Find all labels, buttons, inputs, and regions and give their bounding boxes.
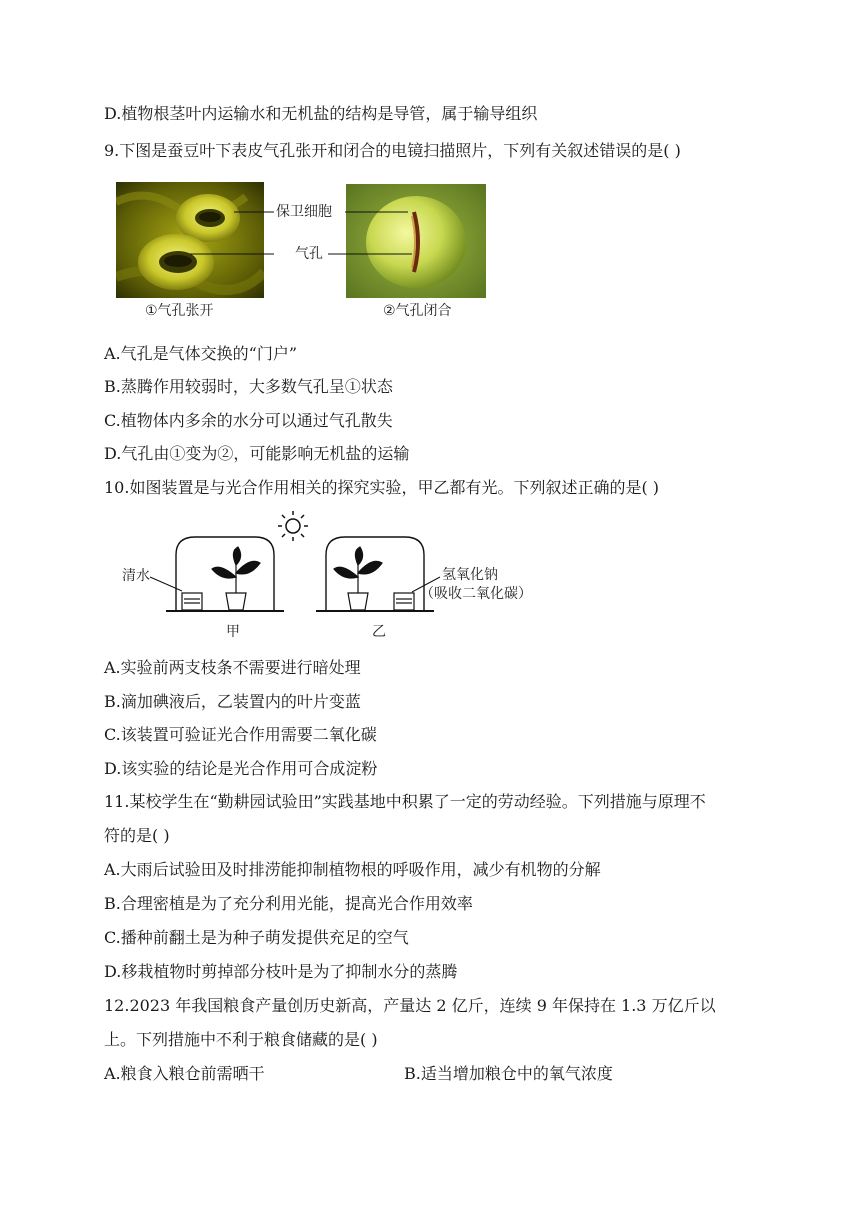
water-label: 清水: [122, 568, 150, 584]
q10-option-c: C.该装置可验证光合作用需要二氧化碳: [104, 725, 377, 744]
naoh-beaker: [394, 593, 414, 610]
naoh-note-label: （吸收二氧化碳）: [420, 586, 532, 602]
guard-cell-label: 保卫细胞: [276, 204, 332, 220]
water-beaker: [182, 593, 202, 610]
yi-label: 乙: [372, 624, 386, 640]
jia-label: 甲: [226, 624, 240, 640]
water-leader: [150, 577, 182, 591]
plant-jia: [212, 547, 260, 610]
q10-stem: 10.如图装置是与光合作用相关的探究实验，甲乙都有光。下列叙述正确的是( ): [104, 478, 660, 497]
q11-stem-line1: 11.某校学生在“勤耕园试验田”实践基地中积累了一定的劳动经验。下列措施与原理不: [104, 792, 706, 811]
plant-yi: [334, 547, 382, 610]
q8-option-d: D.植物根茎叶内运输水和无机盐的结构是导管，属于输导组织: [104, 104, 538, 123]
q11-option-d: D.移栽植物时剪掉部分枝叶是为了抑制水分的蒸腾: [104, 962, 458, 981]
q9-option-c: C.植物体内多余的水分可以通过气孔散失: [104, 411, 393, 430]
q9-option-b: B.蒸腾作用较弱时，大多数气孔呈①状态: [104, 377, 393, 396]
q9-leader-lines: [0, 0, 860, 330]
q12-option-a: A.粮食入粮仓前需晒干: [104, 1064, 265, 1083]
q11-option-a: A.大雨后试验田及时排涝能抑制植物根的呼吸作用，减少有机物的分解: [104, 860, 601, 879]
q12-stem-line1: 12.2023 年我国粮食产量创历史新高，产量达 2 亿斤，连续 9 年保持在 1.3 万亿斤以: [104, 996, 716, 1015]
q11-stem-line2: 符的是( ): [104, 826, 170, 845]
q9-option-a: A.气孔是气体交换的“门户”: [104, 344, 298, 363]
q12-stem-line2: 上。下列措施中不利于粮食储藏的是( ): [104, 1030, 378, 1049]
sun-icon: [278, 511, 308, 541]
q11-option-b: B.合理密植是为了充分利用光能，提高光合作用效率: [104, 894, 473, 913]
bell-jar-yi: [316, 537, 434, 611]
q10-option-b: B.滴加碘液后，乙装置内的叶片变蓝: [104, 692, 361, 711]
q10-option-a: A.实验前两支枝条不需要进行暗处理: [104, 658, 361, 677]
stoma-label: 气孔: [295, 246, 323, 262]
open-stoma-caption: ①气孔张开: [145, 303, 214, 319]
q12-option-b: B.适当增加粮仓中的氧气浓度: [404, 1064, 613, 1083]
q10-option-d: D.该实验的结论是光合作用可合成淀粉: [104, 759, 378, 778]
naoh-label: 氢氧化钠: [442, 567, 498, 583]
q11-option-c: C.播种前翻土是为种子萌发提供充足的空气: [104, 928, 409, 947]
q9-stem: 9.下图是蚕豆叶下表皮气孔张开和闭合的电镜扫描照片，下列有关叙述错误的是( ): [104, 141, 681, 160]
q9-option-d: D.气孔由①变为②，可能影响无机盐的运输: [104, 444, 410, 463]
closed-stoma-caption: ②气孔闭合: [383, 303, 452, 319]
